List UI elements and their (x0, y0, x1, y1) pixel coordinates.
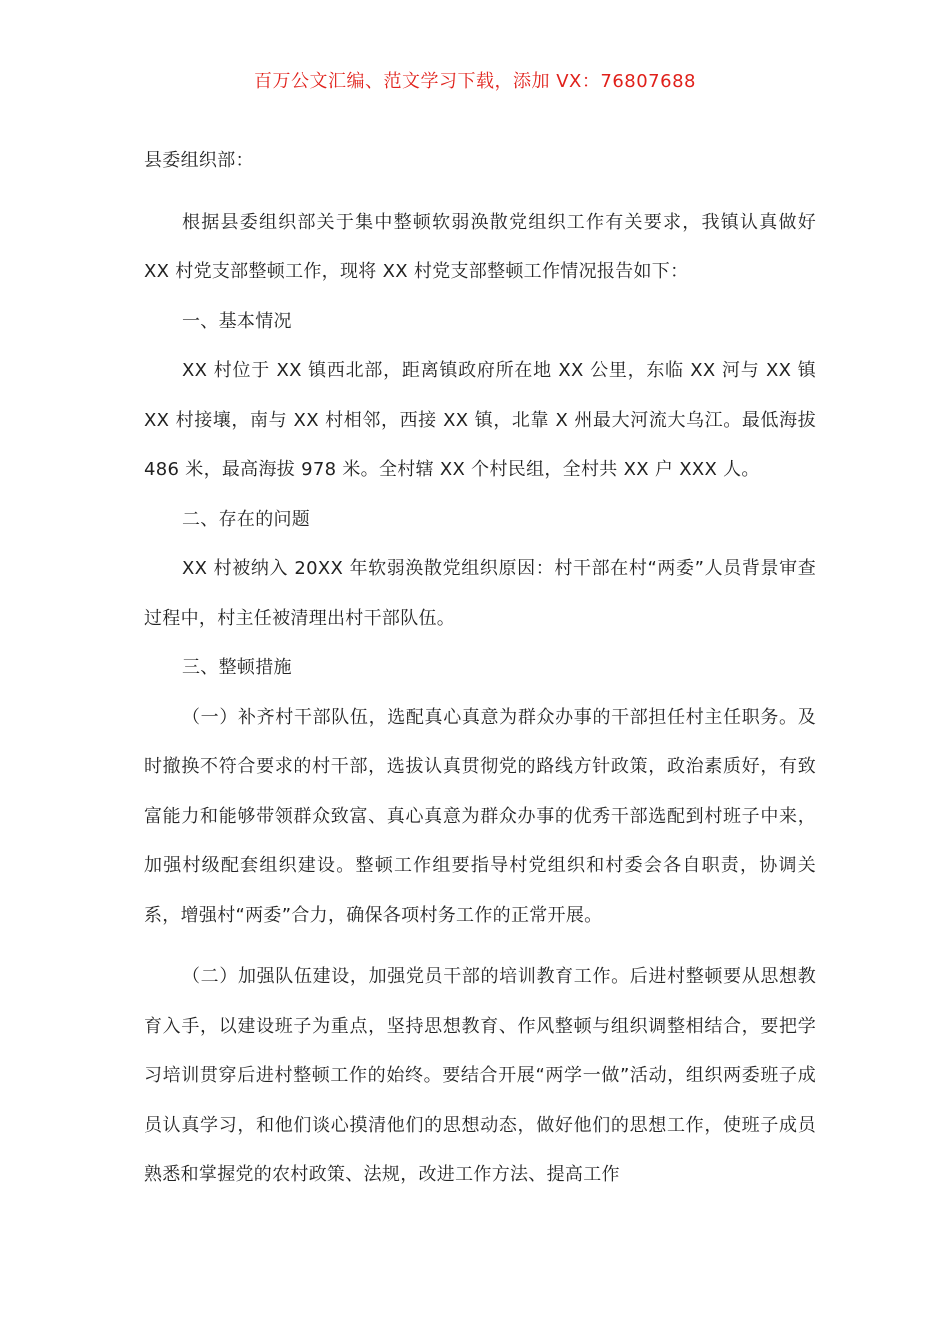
watermark-header: 百万公文汇编、范文学习下载，添加 VX：76807688 (254, 71, 696, 92)
section-3-heading: 三、整顿措施 (182, 657, 292, 678)
intro-paragraph: 根据县委组织部关于集中整顿软弱涣散党组织工作有关要求，我镇认真做好 XX 村党支部整顿工作，现将 XX 村党支部整顿工作情况报告如下： (144, 211, 816, 282)
section-2-heading: 二、存在的问题 (182, 508, 311, 530)
measure-2-paragraph: （二）加强队伍建设，加强党员干部的培训教育工作。后进村整顿要从思想教育入手，以建设班子为重点，坚持思想教育、作风整顿与组织调整相结合，要把学习培训贯穿后进村整顿工作的始终。要结合开展“两学一做”活动，组织两委班子成员认真学习，和他们谈心摸清他们的思想动态，做好他们的思想工作，使班子成员熟悉和掌握党的农村政策、法规，改进工作方法、提高工作 (144, 966, 816, 1185)
section-2-paragraph: XX 村被纳入 20XX 年软弱涣散党组织原因：村干部在村“两委”人员背景审查过程中，村主任被清理出村干部队伍。 (144, 558, 816, 629)
document-body (144, 136, 816, 1200)
salutation: 县委组织部： (144, 150, 254, 171)
measure-1-paragraph: （一）补齐村干部队伍，选配真心真意为群众办事的干部担任村主任职务。及时撤换不符合要求的村干部，选拔认真贯彻党的路线方针政策，政治素质好，有致富能力和能够带领群众致富、真心真意为群众办事的优秀干部选配到村班子中来，加强村级配套组织建设。整顿工作组要指导村党组织和村委会各自职责，协调关系，增强村“两委”合力，确保各项村务工作的正常开展。 (144, 706, 816, 926)
section-1-paragraph: XX 村位于 XX 镇西北部，距离镇政府所在地 XX 公里，东临 XX 河与 XX 镇 XX 村接壤，南与 XX 村相邻，西接 XX 镇，北靠 X 州最大河流大乌江。最低海拔 486 米，最高海拔 978 米。全村辖 XX 个村民组，全村共 XX 户 XXX 人。 (144, 360, 816, 480)
section-1-heading: 一、基本情况 (182, 310, 292, 332)
